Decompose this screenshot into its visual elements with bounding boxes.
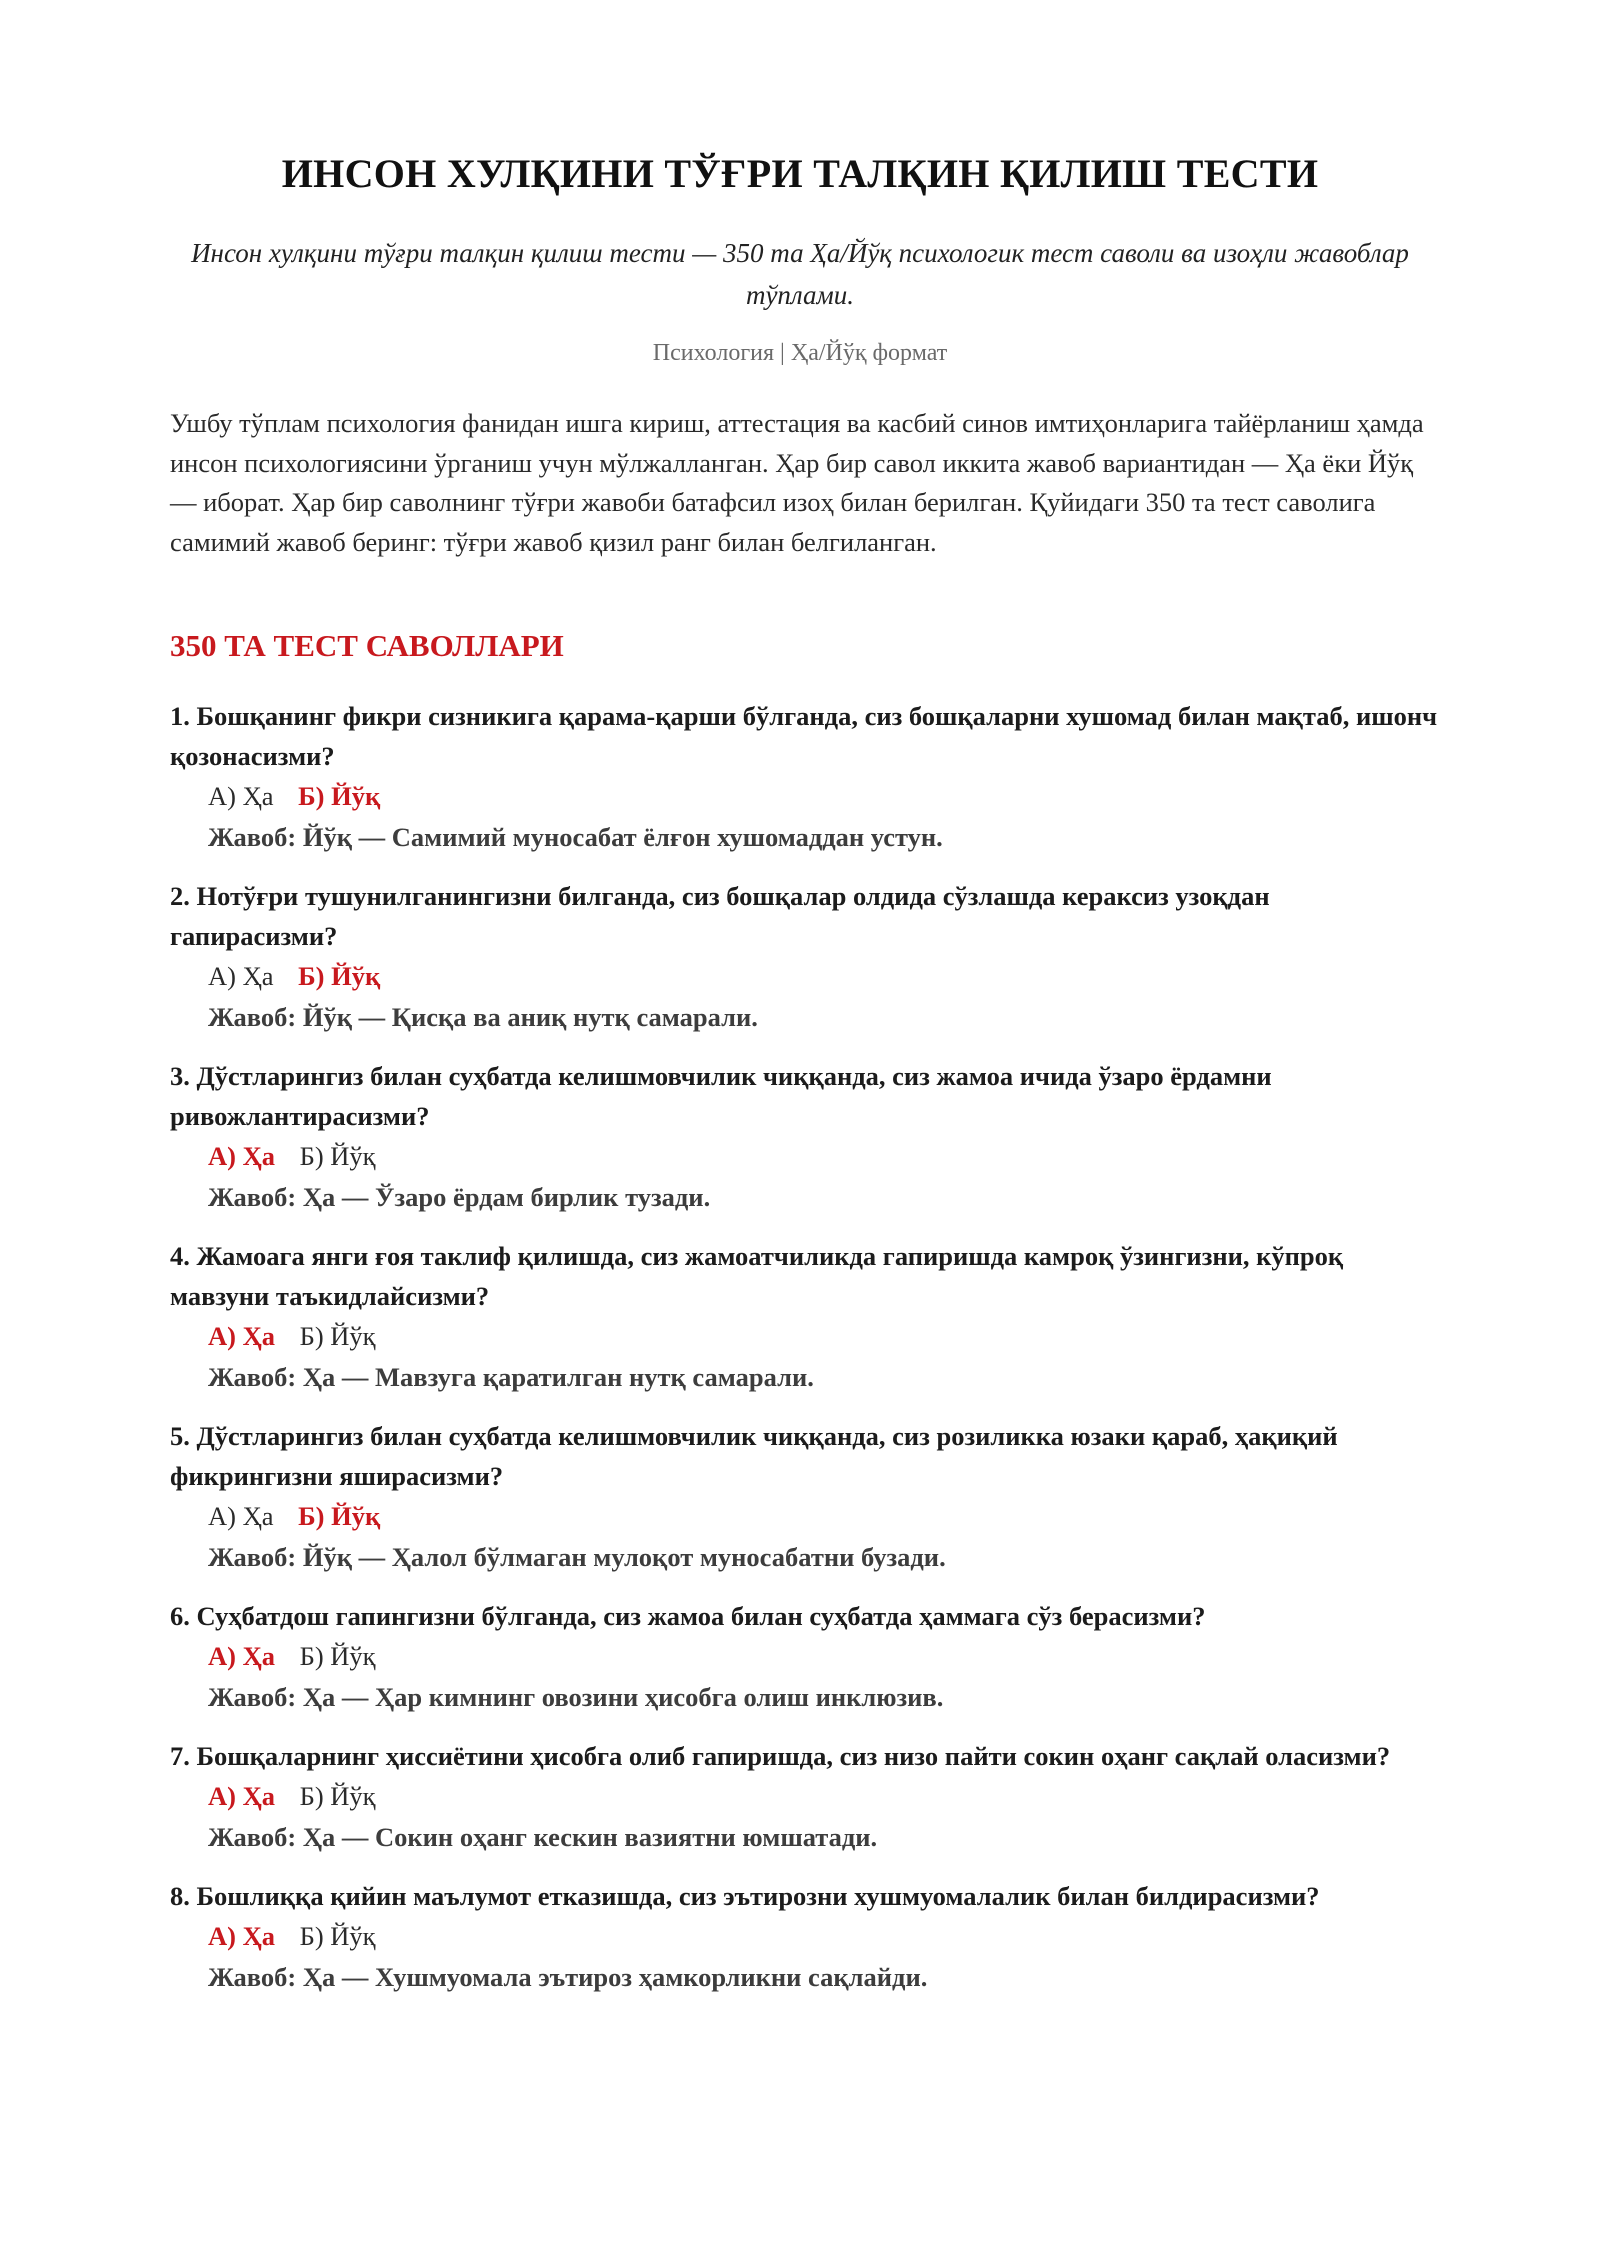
question-text: 5. Дўстларингиз билан суҳбатда келишмовчилик чиққанда, сиз розиликка юзаки қараб, ҳақиқий фикрингизни яширасизми?: [170, 1421, 1338, 1491]
question-text: 8. Бошлиққа қийин маълумот етказишда, сиз эътирозни хушмуомалалик билан билдирасизми?: [170, 1881, 1320, 1911]
answer-explanation: Жавоб: Йўқ — Қисқа ва аниқ нутқ самарали.: [208, 1002, 758, 1032]
question-text: 1. Бошқанинг фикри сизникига қарама-қарши бўлганда, сиз бошқаларни хушомад билан мақтаб, ишонч қозонасизми?: [170, 701, 1438, 771]
question-item: [170, 1736, 1440, 1858]
option-b: Б) Йўқ: [298, 961, 381, 991]
question-item: [170, 1876, 1440, 1998]
question-item: [170, 1236, 1440, 1398]
option-a: А) Ҳа: [208, 1921, 275, 1951]
answer-explanation: Жавоб: Ҳа — Мавзуга қаратилган нутқ самарали.: [208, 1362, 814, 1392]
option-a: А) Ҳа: [208, 1641, 275, 1671]
document-subtitle: Инсон хулқини тўғри талқин қилиш тести — 350 та Ҳа/Йўқ психологик тест саволи ва изоҳли жавоблар тўплами.: [191, 238, 1409, 310]
question-text: 6. Суҳбатдош гапингизни бўлганда, сиз жамоа билан суҳбатда ҳаммага сўз берасизми?: [170, 1601, 1206, 1631]
question-item: [170, 1596, 1440, 1718]
question-item: [170, 876, 1440, 1038]
option-b: Б) Йўқ: [299, 1781, 376, 1811]
question-list: [170, 696, 1440, 2016]
question-item: [170, 1416, 1440, 1578]
answer-options: [170, 1136, 1440, 1176]
answer-options: [170, 1776, 1440, 1816]
option-a: А) Ҳа: [208, 961, 274, 991]
option-a: А) Ҳа: [208, 781, 274, 811]
option-b: Б) Йўқ: [298, 781, 381, 811]
option-b: Б) Йўқ: [298, 1501, 381, 1531]
answer-options: [170, 956, 1440, 996]
answer-options: [170, 1316, 1440, 1356]
option-a: А) Ҳа: [208, 1781, 275, 1811]
question-item: [170, 696, 1440, 858]
option-b: Б) Йўқ: [299, 1321, 376, 1351]
intro-paragraph: Ушбу тўплам психология фанидан ишга кириш, аттестация ва касбий синов имтиҳонларига тайёрланиш ҳамда инсон психологиясини ўрганиш учун мўлжалланган. Ҳар бир савол иккита жавоб вариантидан — Ҳа ёки Йўқ — иборат. Ҳар бир саволнинг тўғри жавоби батафсил изоҳ билан берилган. Қуйидаги 350 та тест саволига самимий жавоб беринг: тўғри жавоб қизил ранг билан белгиланган.: [170, 408, 1424, 557]
answer-explanation: Жавоб: Йўқ — Ҳалол бўлмаган мулоқот муносабатни бузади.: [208, 1542, 946, 1572]
question-item: [170, 1056, 1440, 1218]
answer-explanation: Жавоб: Ҳа — Ўзаро ёрдам бирлик тузади.: [208, 1182, 711, 1212]
answer-explanation: Жавоб: Ҳа — Сокин оҳанг кескин вазиятни юмшатади.: [208, 1822, 878, 1852]
section-heading: 350 ТА ТЕСТ САВОЛЛАРИ: [170, 628, 564, 663]
option-a: А) Ҳа: [208, 1501, 274, 1531]
question-text: 2. Нотўғри тушунилганингизни билганда, сиз бошқалар олдида сўзлашда кераксиз узоқдан гапирасизми?: [170, 881, 1270, 951]
option-a: А) Ҳа: [208, 1141, 275, 1171]
answer-options: [170, 1636, 1440, 1676]
question-text: 7. Бошқаларнинг ҳиссиётини ҳисобга олиб гапиришда, сиз низо пайти сокин оҳанг сақлай оласизми?: [170, 1741, 1391, 1771]
document-meta: Психология | Ҳа/Йўқ формат: [652, 340, 948, 366]
option-b: Б) Йўқ: [299, 1641, 376, 1671]
answer-explanation: Жавоб: Йўқ — Самимий муносабат ёлғон хушомаддан устун.: [208, 822, 943, 852]
answer-options: [170, 776, 1440, 816]
answer-options: [170, 1496, 1440, 1536]
option-b: Б) Йўқ: [299, 1921, 376, 1951]
answer-explanation: Жавоб: Ҳа — Ҳар кимнинг овозини ҳисобга олиш инклюзив.: [208, 1682, 944, 1712]
question-text: 3. Дўстларингиз билан суҳбатда келишмовчилик чиққанда, сиз жамоа ичида ўзаро ёрдамни ривожлантирасизми?: [170, 1061, 1272, 1131]
document-title: ИНСОН ХУЛҚИНИ ТЎҒРИ ТАЛҚИН ҚИЛИШ ТЕСТИ: [281, 151, 1319, 196]
question-text: 4. Жамоага янги ғоя таклиф қилишда, сиз жамоатчиликда гапиришда камроқ ўзингизни, кўпроқ мавзуни таъкидлайсизми?: [170, 1241, 1344, 1311]
answer-explanation: Жавоб: Ҳа — Хушмуомала эътироз ҳамкорликни сақлайди.: [208, 1962, 928, 1992]
option-b: Б) Йўқ: [299, 1141, 376, 1171]
answer-options: [170, 1916, 1440, 1956]
option-a: А) Ҳа: [208, 1321, 275, 1351]
